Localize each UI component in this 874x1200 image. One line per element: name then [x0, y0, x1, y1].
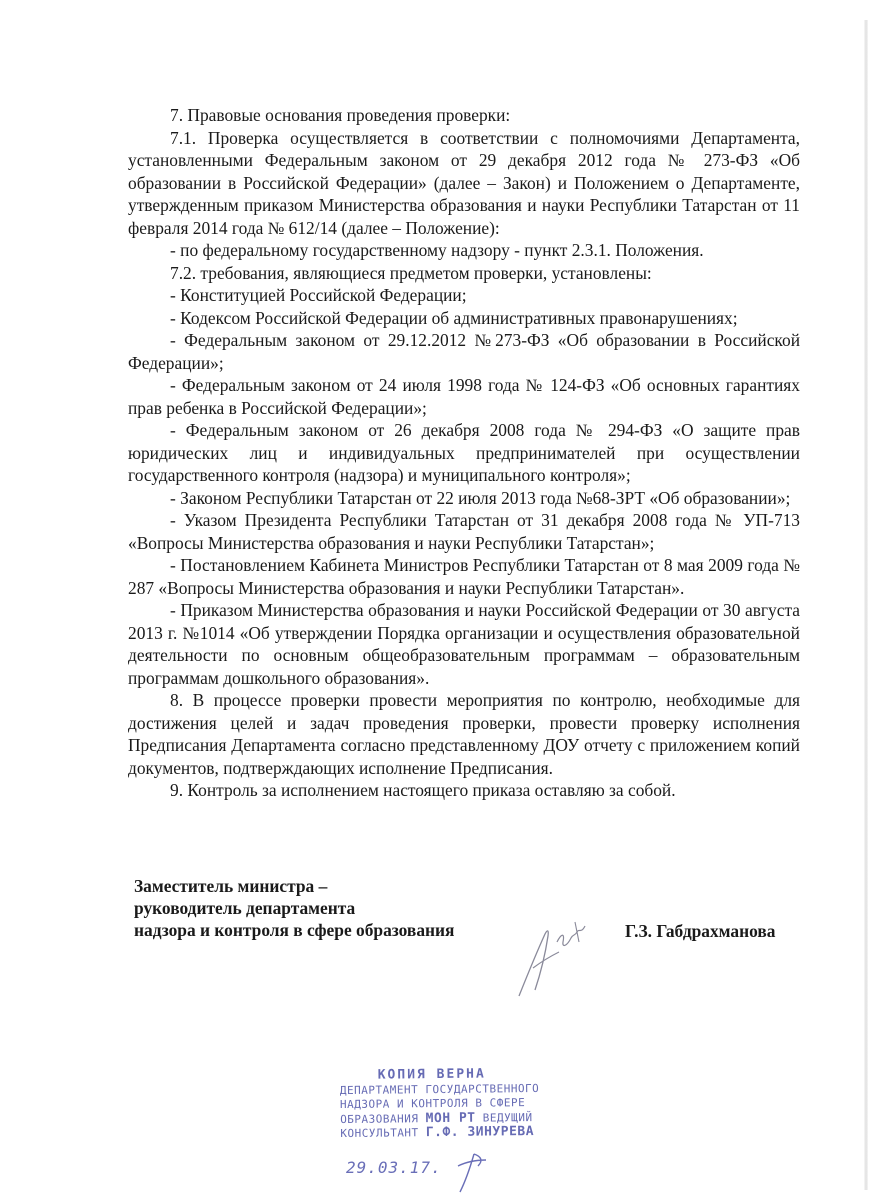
list-item-order-1014: - Приказом Министерства образования и науки Российской Федерации от 30 августа 2013 г. №1014 «Об утверждении Порядка организации и осуществления образовательной деятельности по основным общеобразовательным программам – образовательным программам дошкольного образования». — [128, 600, 800, 688]
stamp-line-1: ДЕПАРТАМЕНТ ГОСУДАРСТВЕННОГО — [339, 1081, 540, 1097]
stamp-line-4-bold: Г.Ф. ЗИНУРЕВА — [425, 1124, 535, 1141]
list-item-law-294: - Федеральным законом от 26 декабря 2008 года № 294-ФЗ «О защите прав юридических лиц и индивидуальных предпринимателей при осуществлении государственного контроля (надзора) и муниципального контроля»; — [128, 420, 800, 485]
paragraph-7: 7. Правовые основания проведения проверки: — [170, 105, 511, 125]
handwritten-signature — [505, 912, 615, 1002]
stamp-line-3-bold: МОН РТ — [425, 1110, 476, 1126]
list-item-admin-code: - Кодексом Российской Федерации об административных правонарушениях; — [170, 307, 738, 328]
list-item-constitution: - Конституцией Российской Федерации; — [170, 285, 467, 305]
signatory-name: Г.З. Габдрахманова — [625, 921, 776, 941]
page-edge-shadow — [864, 20, 868, 1190]
position-line-2: руководитель департамента — [134, 898, 356, 918]
signatory-position — [134, 875, 534, 941]
stamp-title: КОПИЯ ВЕРНА — [377, 1066, 486, 1083]
stamp-line-4 — [340, 1125, 540, 1142]
date-initial-mark — [452, 1146, 492, 1196]
paragraph-8: 8. В процессе проверки провести мероприятия по контролю, необходимые для достижения целей и задач проведения проверки, провести проверку исполнения Предписания Департамента согласно представленному ДОУ отчету с приложением копий документов, подтверждающих исполнение Предписания. — [128, 690, 800, 778]
stamp-date: 29.03.17. — [346, 1158, 442, 1177]
stamp-line-3-prefix: ОБРАЗОВАНИЯ — [340, 1112, 419, 1126]
document-body — [128, 104, 800, 802]
certified-copy-stamp — [340, 1067, 541, 1142]
paragraph-9: 9. Контроль за исполнением настоящего приказа оставляю за собой. — [170, 780, 676, 800]
paragraph-7-1: 7.1. Проверка осуществляется в соответствии с полномочиями Департамента, установленными Федеральным законом от 29 декабря 2012 года № 273-ФЗ «Об образовании в Российской Федерации» (далее – Закон) и Положением о Департаменте, утвержденным приказом Министерства образования и науки Республики Татарстан от 11 февраля 2014 года № 612/14 (далее – Положение): — [128, 127, 800, 238]
list-item-decree-up-713: - Указом Президента Республики Татарстан от 31 декабря 2008 года № УП-713 «Вопросы Министерства образования и науки Республики Татарстан»; — [128, 510, 800, 553]
paragraph-7-2: 7.2. требования, являющиеся предметом проверки, установлены: — [170, 262, 652, 283]
stamp-line-3-suffix: ВЕДУЩИЙ — [482, 1110, 533, 1125]
list-item-law-124: - Федеральным законом от 24 июля 1998 года № 124-ФЗ «Об основных гарантиях прав ребенка в Российской Федерации»; — [128, 375, 800, 418]
position-line-1: Заместитель министра – — [134, 876, 328, 896]
list-item-resolution-287: - Постановлением Кабинета Министров Республики Татарстан от 8 мая 2009 года № 287 «Вопросы Министерства образования и науки Республики Татарстан». — [128, 555, 800, 598]
paragraph-federal-supervision: - по федеральному государственному надзору - пункт 2.3.1. Положения. — [170, 240, 704, 260]
position-line-3: надзора и контроля в сфере образования — [134, 920, 455, 940]
stamp-line-4-prefix: КОНСУЛЬТАНТ — [340, 1126, 419, 1141]
stamp-line-2: НАДЗОРА И КОНТРОЛЯ В СФЕРЕ — [339, 1096, 526, 1112]
list-item-law-68-zrt: - Законом Республики Татарстан от 22 июля 2013 года №68-ЗРТ «Об образовании»; — [170, 487, 791, 508]
list-item-law-273: - Федеральным законом от 29.12.2012 №273-ФЗ «Об образовании в Российской Федерации»; — [128, 330, 800, 373]
